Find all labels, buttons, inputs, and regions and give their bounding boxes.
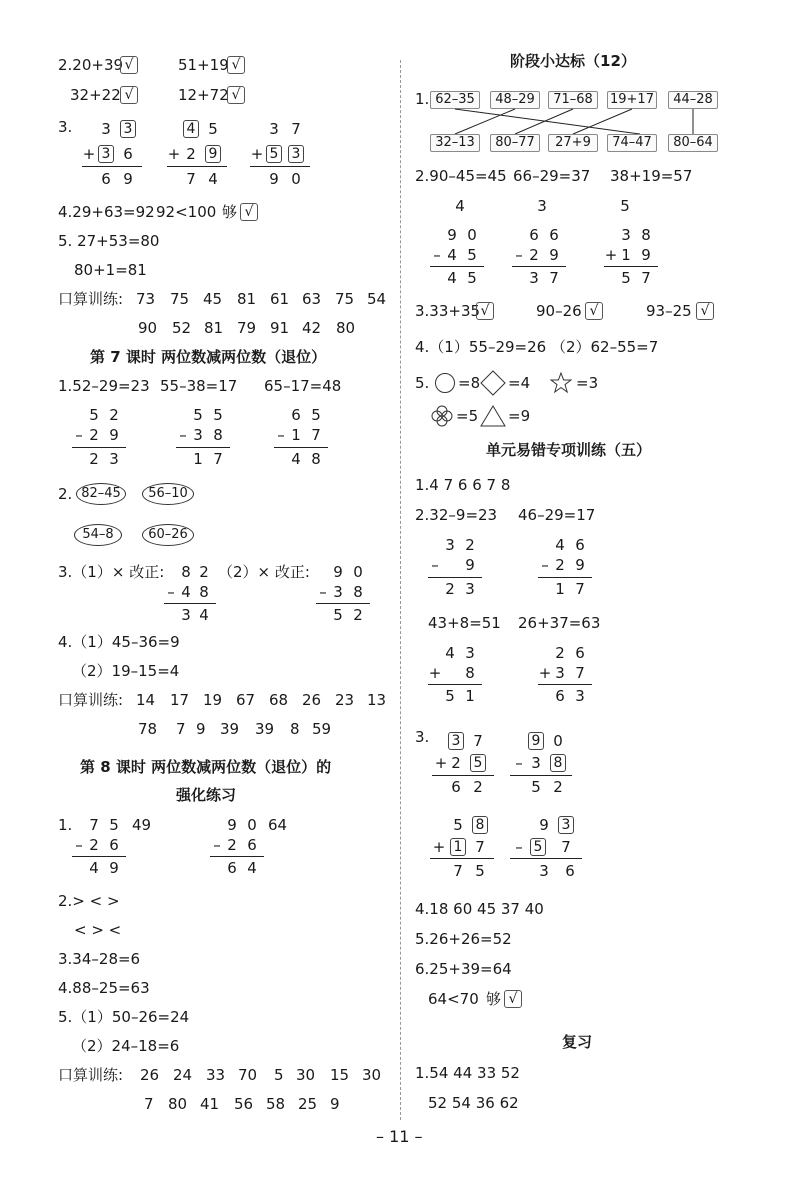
check-box: √ [120, 56, 138, 74]
review-answer-row2: 52 54 36 62 [428, 1094, 519, 1112]
oral-answer: 25 [298, 1095, 318, 1113]
unit-answer-2d: 26+37=63 [518, 614, 601, 632]
oral-answer: 78 [138, 720, 158, 738]
oral-answer: 42 [302, 319, 322, 337]
lesson7-answer-1c: 65–17=48 [264, 377, 342, 395]
match-card-top: 62–35 [430, 91, 480, 109]
oral-answer: 80 [336, 319, 356, 337]
lesson7-answer-1a: 1.52–29=23 [58, 377, 150, 395]
circle-value: =8 [458, 374, 481, 392]
oral-answer: 75 [335, 290, 355, 308]
oral-answer: 23 [335, 691, 355, 709]
oral-answer: 41 [200, 1095, 220, 1113]
oral-answer: 13 [367, 691, 387, 709]
check-box: √ [240, 203, 258, 221]
lesson-7-title: 第 7 课时 两位数减两位数（退位） [90, 348, 327, 366]
check-box: √ [696, 302, 714, 320]
lesson-8-subtitle: 强化练习 [176, 786, 237, 804]
match-card-top: 19+17 [607, 91, 657, 109]
oral-answer: 5 [274, 1066, 284, 1084]
unit-answer-4: 4.18 60 45 37 40 [415, 900, 544, 918]
circled-expression: 82–45 [76, 483, 126, 505]
oral-answer: 14 [136, 691, 156, 709]
carry-digit: 5 [620, 197, 630, 215]
match-card-bottom: 27+9 [548, 134, 598, 152]
oral-training-label: 口算训练: [58, 1066, 124, 1084]
result-value: 49 [132, 816, 152, 834]
stage-item-1-label: 1. [415, 90, 430, 108]
check-box: √ [504, 990, 522, 1008]
lesson7-answer-4a: 4.（1）45–36=9 [58, 633, 180, 651]
oral-answer: 81 [204, 319, 224, 337]
carry-digit: 4 [455, 197, 465, 215]
lesson7-item-2-label: 2. [58, 485, 73, 503]
oral-answer: 26 [302, 691, 322, 709]
stage-answer-3b: 90–26 [536, 302, 582, 320]
check-box: √ [585, 302, 603, 320]
match-card-top: 44–28 [668, 91, 718, 109]
oral-answer: 79 [237, 319, 257, 337]
check-box: √ [227, 86, 245, 104]
oral-answer: 81 [237, 290, 257, 308]
stage-item-5-label: 5. [415, 374, 430, 392]
oral-answer: 39 [220, 720, 240, 738]
stage-answer-3a: 3.33+35 [415, 302, 481, 320]
stage-answer-2a: 2.90–45=45 [415, 167, 507, 185]
check-box: √ [227, 56, 245, 74]
stage-answer-2c: 38+19=57 [610, 167, 693, 185]
oral-answer: 9 [330, 1095, 340, 1113]
lesson8-answer-2-row1: 2.> < > [58, 892, 120, 910]
unit-answer-2a: 2.32–9=23 [415, 506, 498, 524]
oral-answer: 59 [312, 720, 332, 738]
lesson8-answer-5a: 5.（1）50–26=24 [58, 1008, 190, 1026]
answer-4b: 92<100 [156, 203, 217, 221]
unit-answer-6c: 够 [486, 990, 502, 1008]
oral-answer: 90 [138, 319, 158, 337]
unit-answer-2c: 43+8=51 [428, 614, 501, 632]
page-number: – 11 – [376, 1127, 423, 1146]
oral-answer: 8 [290, 720, 300, 738]
oral-answer: 30 [296, 1066, 316, 1084]
stage-test-title: 阶段小达标（12） [510, 52, 636, 70]
oral-answer: 30 [362, 1066, 382, 1084]
lesson8-answer-4: 4.88–25=63 [58, 979, 150, 997]
review-answer-row1: 1.54 44 33 52 [415, 1064, 520, 1082]
oral-training-label: 口算训练: [58, 691, 124, 709]
oral-answer: 15 [330, 1066, 350, 1084]
answer-2b: 51+19 [178, 56, 229, 74]
lesson7-answer-3a: 3.（1）× 改正: [58, 563, 165, 581]
oral-answer: 7 [176, 720, 186, 738]
unit-answer-5: 5.26+26=52 [415, 930, 512, 948]
stage-answer-2b: 66–29=37 [513, 167, 591, 185]
match-card-top: 48–29 [490, 91, 540, 109]
oral-answer: 52 [172, 319, 192, 337]
review-title: 复习 [562, 1033, 593, 1051]
oral-answer: 91 [270, 319, 290, 337]
lesson8-answer-2-row2: < > < [74, 921, 122, 939]
oral-answer: 17 [170, 691, 190, 709]
lesson7-answer-1b: 55–38=17 [160, 377, 238, 395]
oral-answer: 54 [367, 290, 387, 308]
oral-answer: 68 [269, 691, 289, 709]
oral-answer: 7 [144, 1095, 154, 1113]
answer-2d: 12+72 [178, 86, 229, 104]
circled-expression: 60–26 [142, 524, 194, 546]
match-card-bottom: 80–64 [668, 134, 718, 152]
oral-answer: 73 [136, 290, 156, 308]
match-card-bottom: 74–47 [607, 134, 657, 152]
oral-answer: 63 [302, 290, 322, 308]
answer-4a: 4.29+63=92 [58, 203, 155, 221]
match-card-bottom: 32–13 [430, 134, 480, 152]
answer-2c: 32+22 [70, 86, 121, 104]
star-value: =3 [576, 374, 599, 392]
answer-5a: 5. 27+53=80 [58, 232, 160, 250]
oral-answer: 9 [196, 720, 206, 738]
match-card-top: 71–68 [548, 91, 598, 109]
stage-answer-4: 4.（1）55–29=26 （2）62–55=7 [415, 338, 659, 356]
oral-training-label: 口算训练: [58, 290, 124, 308]
result-value: 64 [268, 816, 288, 834]
lesson7-answer-3b: （2）× 改正: [218, 563, 310, 581]
carry-digit: 3 [537, 197, 547, 215]
check-box: √ [476, 302, 494, 320]
answer-5b: 80+1=81 [74, 261, 147, 279]
unit-training-title: 单元易错专项训练（五） [486, 441, 652, 459]
check-box: √ [120, 86, 138, 104]
lesson8-answer-3: 3.34–28=6 [58, 950, 141, 968]
oral-answer: 75 [170, 290, 190, 308]
item-3-label: 3. [58, 118, 73, 136]
unit-answer-1: 1.4 7 6 6 7 8 [415, 476, 511, 494]
match-card-bottom: 80–77 [490, 134, 540, 152]
circled-expression: 56–10 [142, 483, 194, 505]
diamond-value: =4 [508, 374, 531, 392]
oral-answer: 56 [234, 1095, 254, 1113]
oral-answer: 70 [238, 1066, 258, 1084]
oral-answer: 45 [203, 290, 223, 308]
column-divider [400, 60, 401, 1120]
answer-4c: 够 [222, 203, 238, 221]
oral-answer: 80 [168, 1095, 188, 1113]
lesson8-answer-5b: （2）24–18=6 [72, 1037, 180, 1055]
oral-answer: 61 [270, 290, 290, 308]
unit-answer-6a: 6.25+39=64 [415, 960, 512, 978]
unit-item-3-label: 3. [415, 728, 430, 746]
star-icon [550, 372, 572, 394]
triangle-icon [480, 405, 506, 427]
flower-value: =5 [456, 407, 479, 425]
answer-2a: 2.20+39 [58, 56, 124, 74]
diamond-icon [480, 370, 506, 396]
circled-expression: 54–8 [74, 524, 122, 546]
oral-answer: 33 [206, 1066, 226, 1084]
unit-answer-6b: 64<70 [428, 990, 479, 1008]
triangle-value: =9 [508, 407, 531, 425]
oral-answer: 24 [173, 1066, 193, 1084]
lesson-8-title: 第 8 课时 两位数减两位数（退位）的 [80, 758, 332, 776]
stage-answer-3c: 93–25 [646, 302, 692, 320]
oral-answer: 26 [140, 1066, 160, 1084]
oral-answer: 67 [236, 691, 256, 709]
oral-answer: 58 [266, 1095, 286, 1113]
oral-answer: 19 [203, 691, 223, 709]
lesson7-answer-4b: （2）19–15=4 [72, 662, 180, 680]
lesson8-item-1-label: 1. [58, 816, 73, 834]
circle-icon [434, 372, 456, 394]
flower-icon [430, 404, 454, 428]
oral-answer: 39 [255, 720, 275, 738]
unit-answer-2b: 46–29=17 [518, 506, 596, 524]
